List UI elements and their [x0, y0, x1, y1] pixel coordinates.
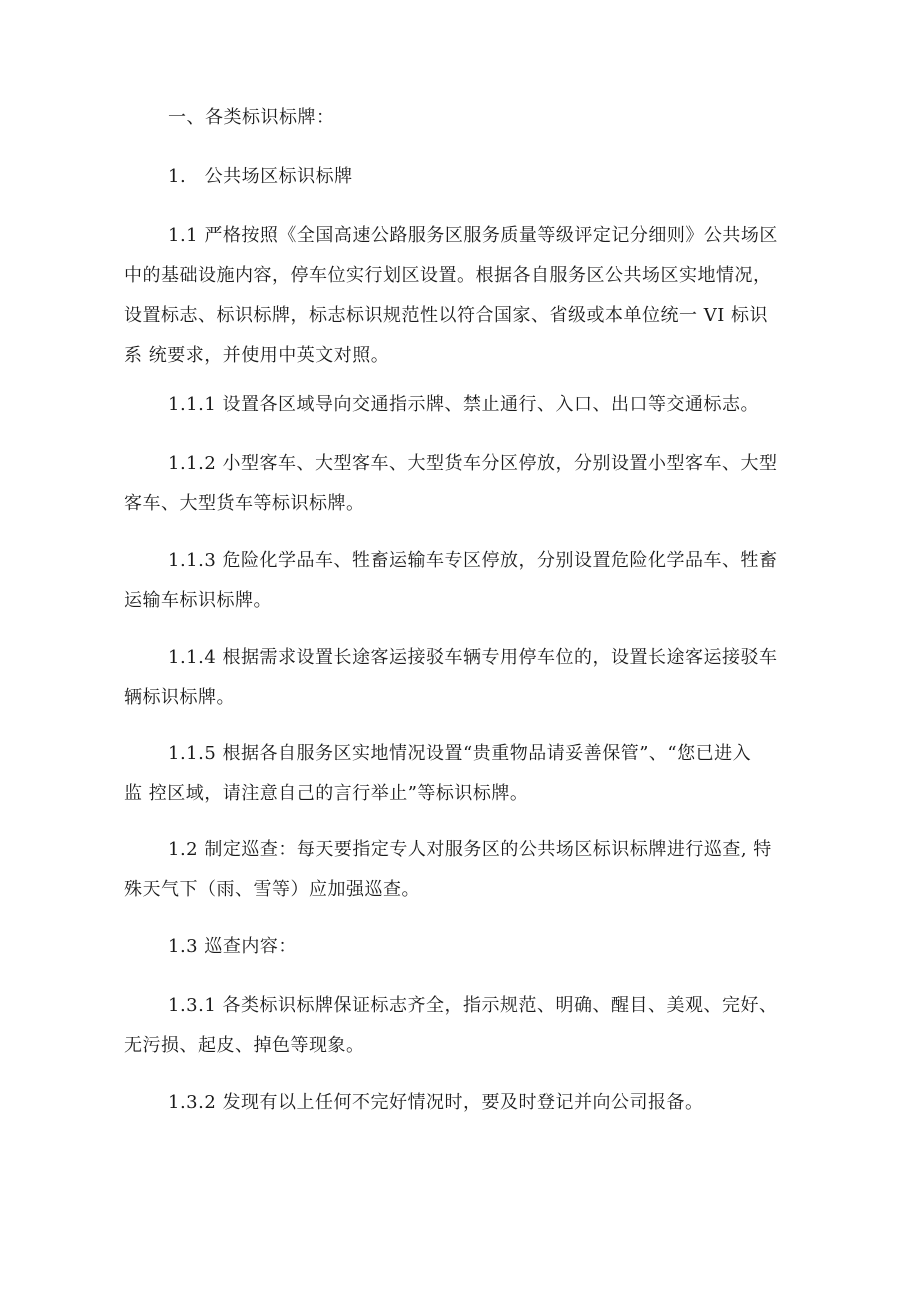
paragraph-line: 系 统要求，并使用中英文对照。 — [124, 345, 390, 366]
paragraph-line: 设置标志、标识标牌，标志标识规范性以符合国家、省级或本单位统一 VI 标识 — [124, 305, 769, 326]
paragraph-line: 1.1.1 设置各区域导向交通指示牌、禁止通行、入口、出口等交通标志。 — [168, 394, 760, 415]
heading-line: 一、各类标识标牌： — [168, 107, 335, 128]
paragraph-1-1-1 — [124, 385, 792, 425]
paragraph-line: 1.1.2 小型客车、大型客车、大型货车分区停放，分别设置小型客车、大型 — [168, 453, 778, 474]
paragraph-line: 1.3.2 发现有以上任何不完好情况时，要及时登记并向公司报备。 — [168, 1092, 704, 1113]
paragraph-1-3-2 — [124, 1083, 792, 1123]
paragraph-line: 辆标识标牌。 — [124, 687, 235, 708]
paragraph-line: 1.1.3 危险化学品车、牲畜运输车专区停放，分别设置危险化学品车、牲畜 — [168, 550, 778, 571]
document-heading — [124, 98, 792, 138]
paragraph-line: 1.3 巡查内容： — [168, 936, 297, 957]
paragraph-line: 1.2 制定巡查：每天要指定专人对服务区的公共场区标识标牌进行巡查, 特 — [168, 839, 772, 860]
paragraph-line: 殊天气下（雨、雪等）应加强巡查。 — [124, 879, 420, 900]
paragraph-1-3-1 — [124, 986, 792, 1066]
paragraph-line: 监 控区域，请注意自己的言行举止”等标识标牌。 — [124, 783, 529, 804]
paragraph-line: 中的基础设施内容，停车位实行划区设置。根据各自服务区公共场区实地情况， — [124, 265, 772, 286]
paragraph-1-3 — [124, 927, 792, 967]
paragraph-line: 运输车标识标牌。 — [124, 590, 272, 611]
paragraph-1-1-3 — [124, 541, 792, 621]
paragraph-1-1-2 — [124, 444, 792, 524]
paragraph-line: 1.3.1 各类标识标牌保证标志齐全，指示规范、明确、醒目、美观、完好、 — [168, 995, 778, 1016]
paragraph-line: 客车、大型货车等标识标牌。 — [124, 493, 365, 514]
paragraph-line: 1.1.4 根据需求设置长途客运接驳车辆专用停车位的，设置长途客运接驳车 — [168, 647, 778, 668]
section-title-line: 1. 公共场区标识标牌 — [168, 166, 353, 187]
paragraph-line: 1.1 严格按照《全国高速公路服务区服务质量等级评定记分细则》公共场区 — [168, 225, 778, 246]
paragraph-1-1-5 — [124, 734, 792, 814]
section-title — [124, 157, 792, 197]
paragraph-line: 1.1.5 根据各自服务区实地情况设置“贵重物品请妥善保管”、“您已进入 — [168, 743, 752, 764]
paragraph-1-1-4 — [124, 638, 792, 718]
paragraph-1-1 — [124, 216, 792, 376]
paragraph-line: 无污损、起皮、掉色等现象。 — [124, 1035, 365, 1056]
paragraph-1-2 — [124, 830, 792, 910]
